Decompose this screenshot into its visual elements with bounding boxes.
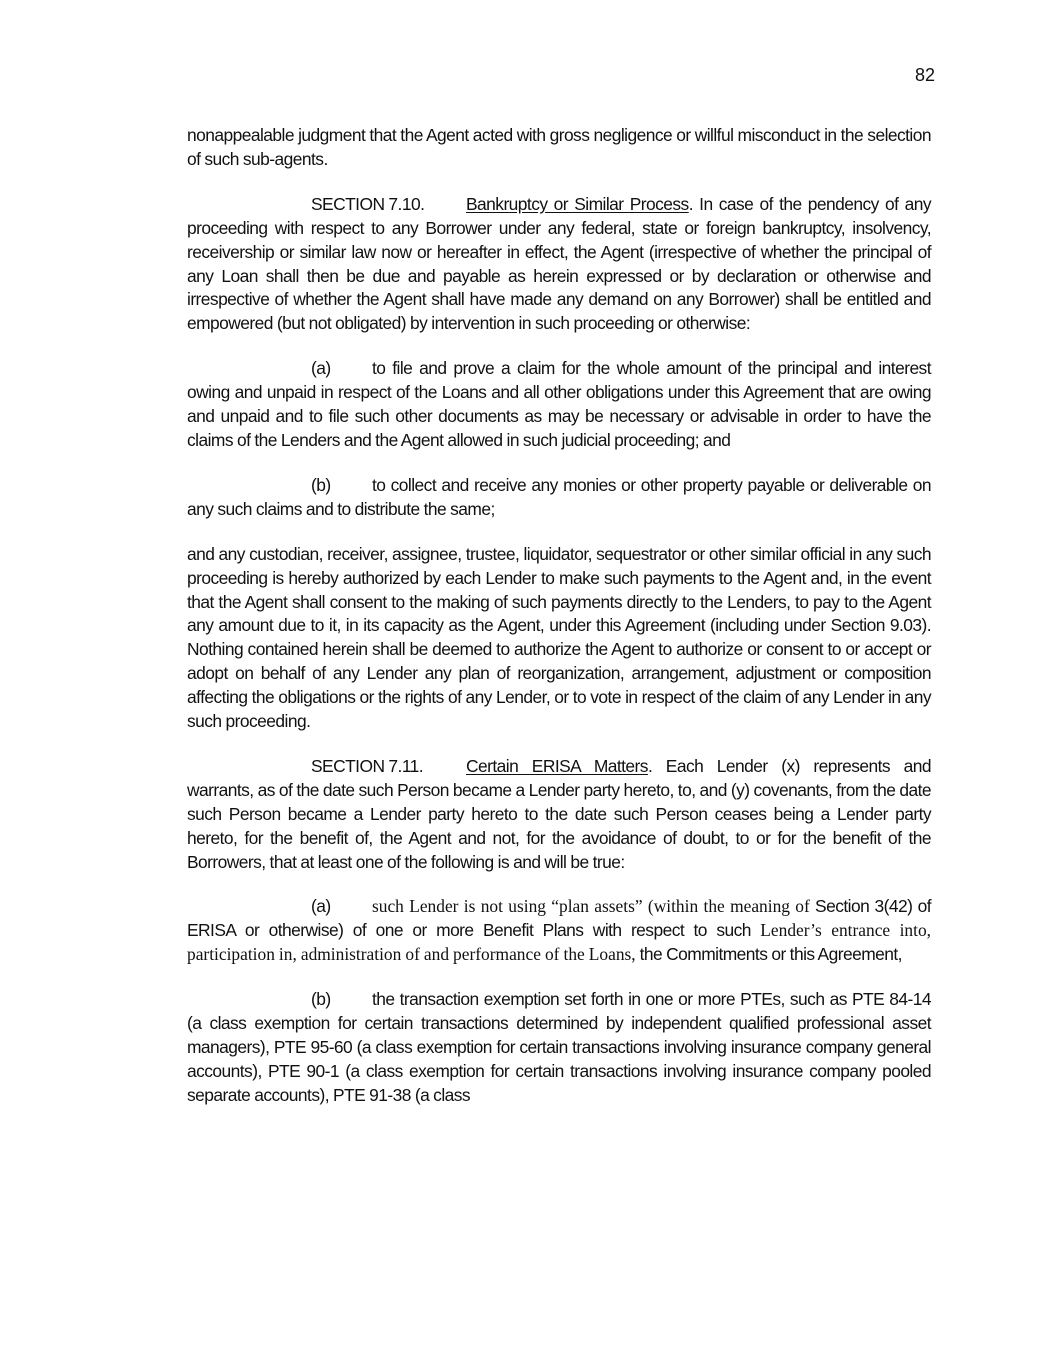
clause-label: (a) [311, 358, 331, 379]
section-7-11-paragraph [187, 755, 931, 875]
erisa-clause-b-paragraph [187, 988, 931, 1108]
clause-body-serif: Lender’s entrance into, participation in, administration of and performance of the Loans, [187, 920, 932, 965]
clause-label: (b) [311, 474, 331, 495]
section-body: . In case of the pendency of any proceeding with respect to any Borrower under any federal, state or foreign bankruptcy, insolvency, receivership or similar law now or hereafter in effect, the Agent (irrespective of whether the principal of any Loan shall then be due and payable as herein expressed or by declaration or otherwise and irrespective of whether the Agent shall have made any demand on any Borrower) shall be entitled and empowered (but not obligated) by intervention in such proceeding or otherwise: [187, 193, 931, 334]
clause-a-paragraph [187, 357, 931, 453]
clause-body: the transaction exemption set forth in one or more PTEs, such as PTE 84-14 (a class exemption for certain transactions determined by independent qualified professional asset managers), PTE 95-60 (a class exemption for certain transactions involving insurance company general accounts), PTE 90-1 (a class exemption for certain transactions involving insurance company pooled separate accounts), PTE 91-38 (a class [187, 989, 931, 1105]
section-heading: Certain ERISA Matters [466, 755, 648, 776]
section-body: . Each Lender (x) represents and warrants, as of the date such Person became a Lender party hereto, to, and (y) covenants, from the date such Person became a Lender party hereto to the date such Person ceases being a Lender party hereto, for the benefit of, the Agent and not, for the avoidance of doubt, to or for the benefit of the Borrowers, that at least one of the following is and will be true: [187, 755, 931, 872]
erisa-clause-a-paragraph [187, 895, 931, 967]
continuation-paragraph: nonappealable judgment that the Agent acted with gross negligence or willful misconduct in the selection of such sub-agents. [187, 125, 931, 169]
clause-body: the Commitments or this Agreement, [635, 944, 902, 965]
clause-label: (b) [311, 989, 331, 1010]
document-body [187, 124, 931, 1129]
page-number: 82 [914, 65, 935, 85]
clause-body: to collect and receive any monies or other property payable or deliverable on any such claims and to distribute the same; [187, 474, 931, 519]
clause-body: Section 3(42) of ERISA or otherwise) of one or more Benefit Plans with respect to such [187, 896, 931, 941]
trailing-paragraph: and any custodian, receiver, assignee, trustee, liquidator, sequestrator or other similar official in any such proceeding is hereby authorized by each Lender to make such payments to the Agent and, in the event that the Agent shall consent to the making of such payments directly to the Lenders, to pay to the Agent any amount due to it, in its capacity as the Agent, under this Agreement (including under Section 9.03). Nothing contained herein shall be deemed to authorize the Agent to authorize or consent to or accept or adopt on behalf of any Lender any plan of reorganization, arrangement, adjustment or composition affecting the obligations or the rights of any Lender, or to vote in respect of the claim of any Lender in any such proceeding. [187, 543, 931, 732]
section-number: SECTION 7.10. [311, 193, 425, 214]
clause-label: (a) [311, 896, 331, 917]
clause-body: to file and prove a claim for the whole amount of the principal and interest owing and unpaid in respect of the Loans and all other obligations under this Agreement that are owing and unpaid and to file such other documents as may be necessary or advisable in order to have the claims of the Lenders and the Agent allowed in such judicial proceeding; and [187, 358, 931, 450]
section-7-10-paragraph [187, 193, 931, 336]
clause-b-paragraph [187, 474, 931, 522]
section-number: SECTION 7.11. [311, 755, 424, 776]
section-heading: Bankruptcy or Similar Process [466, 193, 689, 214]
clause-body-serif: such Lender is not using “plan assets” (within the meaning of [372, 896, 810, 917]
